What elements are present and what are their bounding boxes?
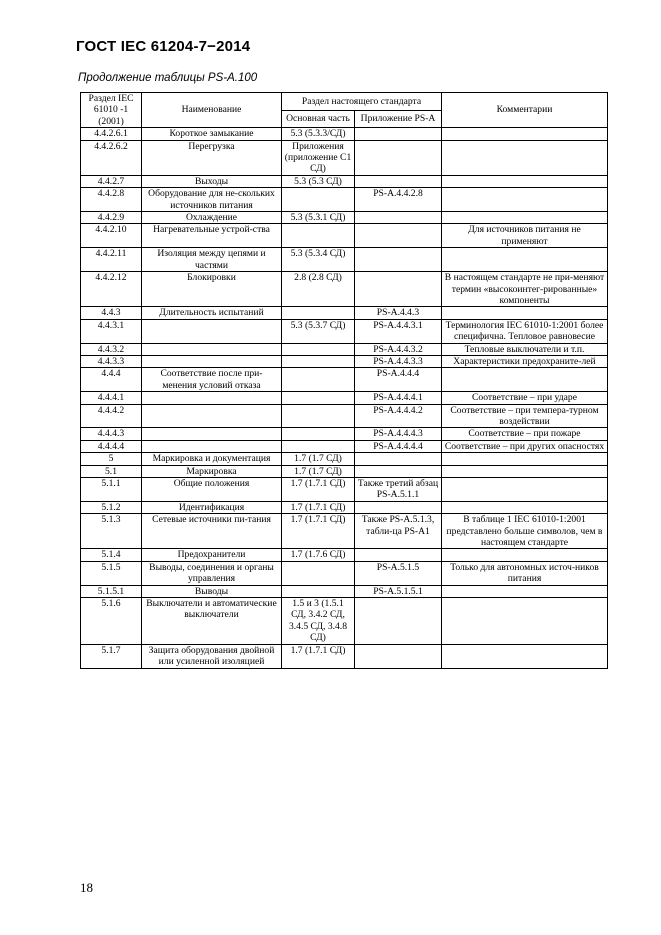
cell-section: 4.4.3.1 (81, 319, 142, 343)
cell-appendix: PS-A.5.1.5.1 (355, 585, 442, 597)
cell-name: Выходы (142, 175, 282, 187)
cell-comment: Терминология IEC 61010-1:2001 более специфична. Тепловое равновесие (442, 319, 608, 343)
cell-main-part: 5.3 (5.3.1 СД) (282, 212, 355, 224)
table-row (81, 598, 608, 645)
cell-name: Выводы (142, 585, 282, 597)
cell-appendix: PS-A.4.4.3.3 (355, 355, 442, 367)
table-row (81, 514, 608, 549)
cell-main-part (282, 428, 355, 440)
cell-appendix (355, 175, 442, 187)
cell-main-part (282, 307, 355, 319)
cell-main-part: 1.7 (1.7.1 СД) (282, 514, 355, 549)
table-row (81, 343, 608, 355)
table-row (81, 404, 608, 428)
cell-appendix (355, 212, 442, 224)
cell-main-part: 1.7 (1.7.1 СД) (282, 478, 355, 502)
table-row (81, 428, 608, 440)
cell-section: 5 (81, 453, 142, 465)
cell-appendix (355, 598, 442, 645)
table-row (81, 392, 608, 404)
cell-name: Соответствие после при-менения условий отказа (142, 368, 282, 392)
cell-name (142, 428, 282, 440)
cell-comment: Соответствие – при других опасностях (442, 440, 608, 452)
cell-comment (442, 585, 608, 597)
cell-name: Выключатели и автоматические выключатели (142, 598, 282, 645)
table-row (81, 128, 608, 140)
cell-appendix (355, 272, 442, 307)
table-row (81, 440, 608, 452)
cell-comment (442, 549, 608, 561)
cell-main-part: 1.5 и 3 (1.5.1 СД, 3.4.2 СД, 3.4.5 СД, 3.4.8 СД) (282, 598, 355, 645)
cell-comment (442, 368, 608, 392)
cell-appendix: PS-A.4.4.4 (355, 368, 442, 392)
table-row (81, 355, 608, 367)
page-number: 18 (80, 880, 93, 895)
cell-appendix (355, 224, 442, 248)
cell-comment: Для источников питания не применяют (442, 224, 608, 248)
cell-comment: В настоящем стандарте не при-меняют термин «высокоинтег-рированные» компоненты (442, 272, 608, 307)
table-row (81, 585, 608, 597)
cell-appendix: PS-A.4.4.4.1 (355, 392, 442, 404)
cell-section: 4.4.2.12 (81, 272, 142, 307)
table-row (81, 248, 608, 272)
cell-main-part (282, 404, 355, 428)
cell-comment (442, 212, 608, 224)
cell-comment: Соответствие – при темпера-турном воздействии (442, 404, 608, 428)
cell-section: 4.4.4 (81, 368, 142, 392)
cell-comment: В таблице 1 IEC 61010-1:2001 представлено больше символов, чем в настоящем стандарте (442, 514, 608, 549)
cell-name: Защита оборудования двойной или усиленной изоляцией (142, 644, 282, 668)
cell-main-part: 5.3 (5.3 СД) (282, 175, 355, 187)
cell-comment (442, 307, 608, 319)
cell-comment (442, 453, 608, 465)
cell-main-part: 5.3 (5.3.4 СД) (282, 248, 355, 272)
cell-section: 5.1.4 (81, 549, 142, 561)
cell-main-part: 1.7 (1.7 СД) (282, 453, 355, 465)
cell-comment (442, 128, 608, 140)
cell-name: Длительность испытаний (142, 307, 282, 319)
table-row (81, 561, 608, 585)
cell-section: 4.4.4.1 (81, 392, 142, 404)
cell-name: Изоляция между цепями и частями (142, 248, 282, 272)
cell-section: 4.4.2.6.1 (81, 128, 142, 140)
cell-appendix (355, 549, 442, 561)
table-row (81, 549, 608, 561)
cell-main-part: 1.7 (1.7.1 СД) (282, 501, 355, 513)
cell-main-part (282, 188, 355, 212)
header-standard-group: Раздел настоящего стандарта (282, 93, 442, 111)
cell-appendix: Также третий абзац PS-A.5.1.1 (355, 478, 442, 502)
cell-section: 4.4.3.3 (81, 355, 142, 367)
cell-appendix: PS-A.4.4.3 (355, 307, 442, 319)
table-row (81, 272, 608, 307)
cell-main-part (282, 355, 355, 367)
cell-appendix: PS-A.4.4.2.8 (355, 188, 442, 212)
cell-main-part: 1.7 (1.7.6 СД) (282, 549, 355, 561)
cell-section: 5.1.2 (81, 501, 142, 513)
header-name: Наименование (142, 93, 282, 128)
cell-section: 4.4.2.11 (81, 248, 142, 272)
cell-main-part: 5.3 (5.3.7 СД) (282, 319, 355, 343)
cell-name (142, 404, 282, 428)
cell-section: 4.4.4.3 (81, 428, 142, 440)
cell-appendix: PS-A.4.4.4.2 (355, 404, 442, 428)
table-row (81, 188, 608, 212)
cell-name: Общие положения (142, 478, 282, 502)
cell-section: 4.4.4.4 (81, 440, 142, 452)
table-row (81, 465, 608, 477)
cell-name (142, 343, 282, 355)
cell-section: 5.1.7 (81, 644, 142, 668)
table-row (81, 212, 608, 224)
cell-name (142, 440, 282, 452)
cell-name: Предохранители (142, 549, 282, 561)
cell-comment (442, 478, 608, 502)
document-header: ГОСТ IEC 61204-7−2014 (76, 38, 251, 55)
cell-section: 4.4.3 (81, 307, 142, 319)
cell-main-part (282, 392, 355, 404)
cell-name: Сетевые источники пи-тания (142, 514, 282, 549)
cell-name: Короткое замыкание (142, 128, 282, 140)
cell-section: 5.1 (81, 465, 142, 477)
header-main-part: Основная часть (282, 110, 355, 128)
cell-main-part (282, 561, 355, 585)
cell-appendix (355, 128, 442, 140)
cell-main-part: 1.7 (1.7.1 СД) (282, 644, 355, 668)
cell-appendix (355, 140, 442, 175)
cell-section: 5.1.3 (81, 514, 142, 549)
cell-comment (442, 175, 608, 187)
cell-section: 4.4.2.6.2 (81, 140, 142, 175)
cell-comment (442, 644, 608, 668)
cell-section: 5.1.5 (81, 561, 142, 585)
cell-name: Нагревательные устрой-ства (142, 224, 282, 248)
cell-main-part (282, 368, 355, 392)
cell-comment: Тепловые выключатели и т.п. (442, 343, 608, 355)
cell-main-part: Приложения (приложение С1 СД) (282, 140, 355, 175)
cell-comment: Характеристики предохраните-лей (442, 355, 608, 367)
table-row (81, 478, 608, 502)
cell-comment (442, 465, 608, 477)
cell-comment: Соответствие – при пожаре (442, 428, 608, 440)
cell-section: 5.1.6 (81, 598, 142, 645)
cell-appendix: Также PS-A.5.1.3, табли-ца PS-A1 (355, 514, 442, 549)
cell-main-part: 5.3 (5.3.3/СД) (282, 128, 355, 140)
cell-main-part (282, 343, 355, 355)
cell-name (142, 319, 282, 343)
cell-section: 4.4.2.8 (81, 188, 142, 212)
cell-comment (442, 501, 608, 513)
cell-name: Маркировка и документация (142, 453, 282, 465)
table-row (81, 224, 608, 248)
cell-section: 5.1.1 (81, 478, 142, 502)
cell-appendix (355, 465, 442, 477)
table-row (81, 453, 608, 465)
cell-section: 4.4.2.10 (81, 224, 142, 248)
table-row (81, 644, 608, 668)
cell-appendix (355, 644, 442, 668)
cell-section: 5.1.5.1 (81, 585, 142, 597)
table-row (81, 319, 608, 343)
table-row (81, 175, 608, 187)
table-caption: Продолжение таблицы PS-A.100 (78, 72, 258, 84)
cell-name: Маркировка (142, 465, 282, 477)
cell-appendix (355, 453, 442, 465)
cell-main-part (282, 224, 355, 248)
cell-comment: Только для автономных источ-ников питания (442, 561, 608, 585)
table-row (81, 501, 608, 513)
cell-comment (442, 598, 608, 645)
cell-name (142, 355, 282, 367)
cell-section: 4.4.3.2 (81, 343, 142, 355)
cell-name: Оборудование для не-скольких источников питания (142, 188, 282, 212)
header-comments: Комментарии (442, 93, 608, 128)
cell-name (142, 392, 282, 404)
cell-comment (442, 188, 608, 212)
cell-name: Перегрузка (142, 140, 282, 175)
cell-appendix: PS-A.4.4.3.1 (355, 319, 442, 343)
cell-section: 4.4.4.2 (81, 404, 142, 428)
cell-name: Охлаждение (142, 212, 282, 224)
cell-comment (442, 140, 608, 175)
cell-section: 4.4.2.7 (81, 175, 142, 187)
cell-main-part (282, 440, 355, 452)
cell-appendix (355, 501, 442, 513)
cell-comment: Соответствие – при ударе (442, 392, 608, 404)
cell-name: Идентификация (142, 501, 282, 513)
cell-comment (442, 248, 608, 272)
cell-name: Блокировки (142, 272, 282, 307)
cell-appendix: PS-A.4.4.3.2 (355, 343, 442, 355)
table-body (81, 128, 608, 668)
cell-appendix: PS-A.5.1.5 (355, 561, 442, 585)
table-row (81, 140, 608, 175)
cell-name: Выводы, соединения и органы управления (142, 561, 282, 585)
header-appendix: Приложение PS-A (355, 110, 442, 128)
table-header (81, 93, 608, 128)
header-section: Раздел IEC 61010 -1 (2001) (81, 93, 142, 128)
table-row (81, 368, 608, 392)
cell-main-part: 1.7 (1.7 СД) (282, 465, 355, 477)
table-row (81, 307, 608, 319)
cell-appendix: PS-A.4.4.4.3 (355, 428, 442, 440)
cell-main-part (282, 585, 355, 597)
cell-section: 4.4.2.9 (81, 212, 142, 224)
cell-appendix: PS-A.4.4.4.4 (355, 440, 442, 452)
cell-main-part: 2.8 (2.8 СД) (282, 272, 355, 307)
correspondence-table (80, 92, 608, 669)
cell-appendix (355, 248, 442, 272)
